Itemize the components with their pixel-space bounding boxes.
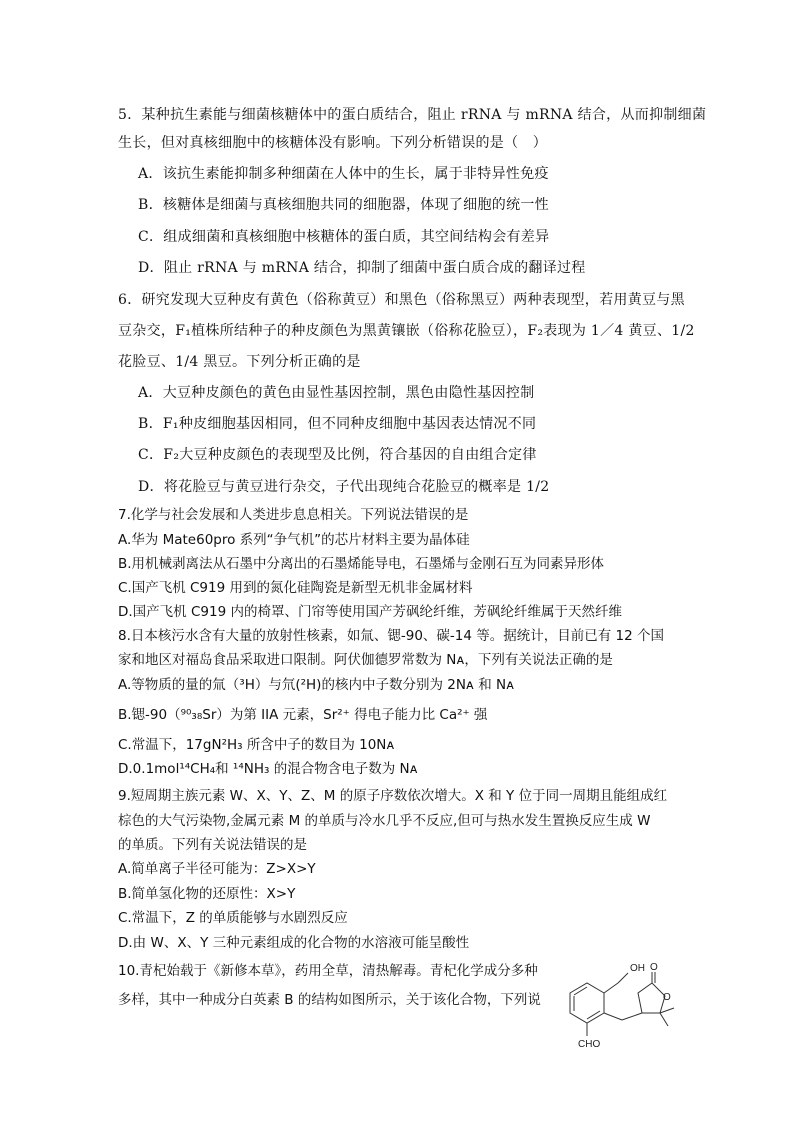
q7-option-B: B.用机械剥离法从石墨中分离出的石墨烯能导电，石墨烯与金刚石互为同素异形体 [118, 556, 605, 572]
q9-stem-line: 的单质。下列有关说法错误的是 [118, 837, 307, 853]
q10-stem-line: 多样，其中一种成分白英素 B 的结构如图所示，关于该化合物，下列说 [118, 992, 541, 1008]
q6-stem-line: 花脸豆、1/4 黑豆。下列分析正确的是 [118, 354, 361, 370]
q6-option-C: C．F₂大豆种皮颜色的表现型及比例，符合基因的自由组合定律 [138, 447, 537, 463]
q5-option-D: D．阻止 rRNA 与 mRNA 结合，抑制了细菌中蛋白质合成的翻译过程 [138, 260, 586, 276]
carbonyl-o-label: O [650, 962, 658, 973]
q9-option-B: B.简单氢化物的还原性：X>Y [118, 886, 296, 902]
q9-option-C: C.常温下，Z 的单质能够与水剧烈反应 [118, 910, 348, 926]
q6-option-B: B．F₁种皮细胞基因相同，但不同种皮细胞中基因表达情况不同 [138, 416, 537, 432]
q5-stem-line: 5．某种抗生素能与细菌核糖体中的蛋白质结合，阻止 rRNA 与 mRNA 结合，从而抑制细菌 [118, 107, 707, 123]
ring-o-label: O [663, 992, 671, 1003]
q6-stem-line: 6．研究发现大豆种皮有黄色（俗称黄豆）和黑色（俗称黑豆）两种表现型，若用黄豆与黑 [118, 292, 685, 308]
q5-option-B: B．核糖体是细菌与真核细胞共同的细胞器，体现了细胞的统一性 [138, 197, 549, 213]
q5-option-C: C．组成细菌和真核细胞中核糖体的蛋白质，其空间结构会有差异 [138, 229, 550, 245]
q7-stem-line: 7.化学与社会发展和人类进步息息相关。下列说法错误的是 [118, 507, 469, 523]
q9-stem-line: 9.短周期主族元素 W、X、Y、Z、M 的原子序数依次增大。X 和 Y 位于同一周期且能组成红 [118, 788, 668, 804]
chemical-structure-diagram [560, 958, 700, 1053]
q8-option-A: A.等物质的量的氚（³H）与氘(²H)的核内中子数分别为 2Nᴀ 和 Nᴀ [118, 677, 515, 693]
q7-option-A: A.华为 Mate60pro 系列“争气机”的芯片材料主要为晶体硅 [118, 532, 470, 548]
q10-stem-line: 10.青杞始载于《新修本草》，药用全草，清热解毒。青杞化学成分多种 [118, 963, 538, 979]
q6-option-D: D．将花脸豆与黄豆进行杂交，子代出现纯合花脸豆的概率是 1/2 [138, 479, 550, 495]
q8-stem-line: 家和地区对福岛食品采取进口限制。阿伏伽德罗常数为 Nᴀ，下列有关说法正确的是 [118, 652, 613, 668]
q8-option-D: D.0.1mol¹⁴CH₄和 ¹⁴NH₃ 的混合物含电子数为 Nᴀ [118, 761, 418, 777]
q8-stem-line: 8.日本核污水含有大量的放射性核素，如氚、锶-90、碳-14 等。据统计，目前已有 12 个国 [118, 628, 665, 644]
q5-option-A: A．该抗生素能抑制多种细菌在人体中的生长，属于非特异性免疫 [138, 166, 549, 182]
q7-option-C: C.国产飞机 C919 用到的氮化硅陶瓷是新型无机非金属材料 [118, 580, 473, 596]
q6-option-A: A．大豆种皮颜色的黄色由显性基因控制，黑色由隐性基因控制 [138, 385, 535, 401]
q7-option-D: D.国产飞机 C919 内的椅罩、门帘等使用国产芳砜纶纤维，芳砜纶纤维属于天然纤维 [118, 604, 622, 620]
q8-option-C: C.常温下，17gN²H₃ 所含中子的数目为 10Nᴀ [118, 737, 395, 753]
q8-option-B: B.锶-90（⁹⁰₃₈Sr）为第 IIA 元素，Sr²⁺ 得电子能力比 Ca²⁺ 强 [118, 707, 488, 723]
q5-stem-line: 生长，但对真核细胞中的核糖体没有影响。下列分析错误的是（ ） [118, 135, 547, 151]
q6-stem-line: 豆杂交，F₁植株所结种子的种皮颜色为黑黄镶嵌（俗称花脸豆），F₂表现为 1／4 黄豆、1/2 [118, 323, 695, 339]
q9-option-D: D.由 W、X、Y 三种元素组成的化合物的水溶液可能呈酸性 [118, 935, 470, 951]
q9-option-A: A.简单离子半径可能为：Z>X>Y [118, 861, 316, 877]
oh-label: OH [630, 963, 645, 974]
q9-stem-line: 棕色的大气污染物,金属元素 M 的单质与冷水几乎不反应,但可与热水发生置换反应生成 W [118, 813, 651, 829]
cho-label: CHO [578, 1039, 601, 1050]
